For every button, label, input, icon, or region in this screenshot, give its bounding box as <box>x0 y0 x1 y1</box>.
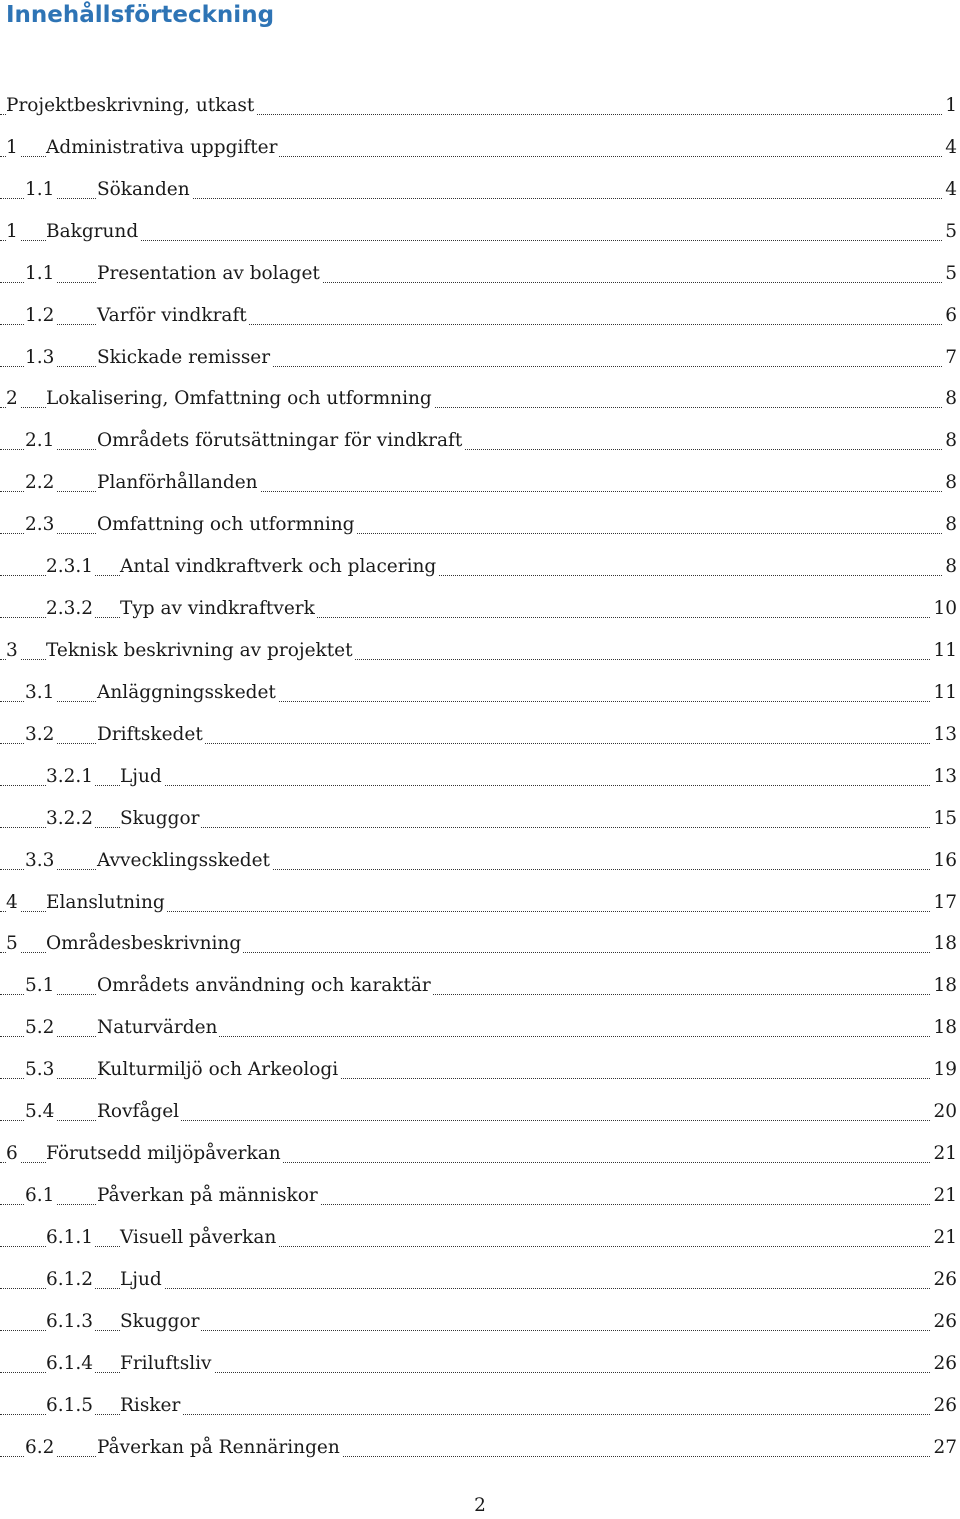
toc-entry-number: 6.2 <box>25 1429 56 1467</box>
toc-entry-number: 6.1.4 <box>46 1345 95 1383</box>
toc-entry-label[interactable]: Omfattning och utformning <box>97 506 357 544</box>
toc-entry-page[interactable]: 8 <box>942 422 957 460</box>
toc-leader-dots <box>0 240 950 241</box>
page-number: 2 <box>474 1495 486 1516</box>
toc-entry-label[interactable]: Ljud <box>120 758 164 796</box>
toc-entry-label[interactable]: Anläggningsskedet <box>97 674 278 712</box>
toc-entry-label[interactable]: Skickade remisser <box>97 339 272 377</box>
toc-entry-page[interactable]: 18 <box>930 967 957 1005</box>
toc-entry[interactable] <box>0 464 960 506</box>
toc-entry[interactable] <box>0 1429 960 1471</box>
toc-entry-page[interactable]: 19 <box>930 1051 957 1089</box>
toc-entry[interactable] <box>0 1261 960 1303</box>
toc-entry[interactable] <box>0 1135 960 1177</box>
toc-entry[interactable] <box>0 590 960 632</box>
toc-entry-label[interactable]: Sökanden <box>97 171 192 209</box>
toc-entry[interactable] <box>0 506 960 548</box>
toc-entry-number: 2.3.2 <box>46 590 95 628</box>
toc-entry-number: 6.1.2 <box>46 1261 95 1299</box>
toc-entry-label[interactable]: Skuggor <box>120 800 201 838</box>
toc-entry-number: 5 <box>6 925 20 963</box>
toc-entry-page[interactable]: 1 <box>942 87 957 125</box>
toc-entry-label[interactable]: Ljud <box>120 1261 164 1299</box>
toc-entry-label[interactable]: Bakgrund <box>46 213 140 251</box>
toc-entry-page[interactable]: 27 <box>930 1429 957 1467</box>
toc-entry-number: 2 <box>6 380 20 418</box>
toc-entry[interactable] <box>0 716 960 758</box>
toc-entry-page[interactable]: 11 <box>930 674 957 712</box>
toc-entry-number: 3.2.2 <box>46 800 95 838</box>
toc-entry-label[interactable]: Områdets användning och karaktär <box>97 967 433 1005</box>
toc-entry-number: 6.1.3 <box>46 1303 95 1341</box>
toc-entry-number: 2.3.1 <box>46 548 95 586</box>
toc-entry[interactable] <box>0 87 960 129</box>
toc-list <box>0 87 960 1470</box>
toc-entry[interactable] <box>0 297 960 339</box>
toc-entry[interactable] <box>0 339 960 381</box>
toc-entry-number: 1.3 <box>25 339 56 377</box>
toc-entry-label[interactable]: Elanslutning <box>46 884 167 922</box>
toc-entry-label[interactable]: Administrativa uppgifter <box>46 129 279 167</box>
toc-entry[interactable] <box>0 1387 960 1429</box>
toc-entry-page[interactable]: 26 <box>930 1387 957 1425</box>
toc-entry-page[interactable]: 21 <box>930 1177 957 1215</box>
toc-entry-page[interactable]: 15 <box>930 800 957 838</box>
toc-entry-page[interactable]: 4 <box>942 171 957 209</box>
toc-entry[interactable] <box>0 1345 960 1387</box>
toc-title: Innehållsförteckning <box>6 2 275 28</box>
toc-entry[interactable] <box>0 842 960 884</box>
toc-entry-number: 1 <box>6 129 20 167</box>
toc-entry-label[interactable]: Visuell påverkan <box>120 1219 278 1257</box>
toc-entry-number: 1.2 <box>25 297 56 335</box>
toc-entry[interactable] <box>0 255 960 297</box>
toc-entry[interactable] <box>0 1177 960 1219</box>
toc-entry-label[interactable]: Rovfågel <box>97 1093 181 1131</box>
toc-entry[interactable] <box>0 884 960 926</box>
toc-entry-page[interactable]: 26 <box>930 1345 957 1383</box>
toc-entry-number: 6 <box>6 1135 20 1173</box>
toc-entry-label[interactable]: Skuggor <box>120 1303 201 1341</box>
toc-entry-page[interactable]: 7 <box>942 339 957 377</box>
toc-entry-label[interactable]: Avvecklingsskedet <box>97 842 272 880</box>
toc-entry[interactable] <box>0 674 960 716</box>
toc-entry-page[interactable]: 20 <box>930 1093 957 1131</box>
toc-entry[interactable] <box>0 1051 960 1093</box>
toc-entry-label[interactable]: Förutsedd miljöpåverkan <box>46 1135 283 1173</box>
toc-entry-page[interactable]: 18 <box>930 1009 957 1047</box>
toc-entry-page[interactable]: 21 <box>930 1135 957 1173</box>
toc-entry-number: 3.2.1 <box>46 758 95 796</box>
toc-entry-page[interactable]: 26 <box>930 1261 957 1299</box>
toc-entry-number: 6.1 <box>25 1177 56 1215</box>
toc-entry[interactable] <box>0 800 960 842</box>
toc-entry-label[interactable]: Kulturmiljö och Arkeologi <box>97 1051 340 1089</box>
toc-entry-page[interactable]: 8 <box>942 548 957 586</box>
toc-entry-page[interactable]: 10 <box>930 590 957 628</box>
toc-entry[interactable] <box>0 380 960 422</box>
toc-entry[interactable] <box>0 171 960 213</box>
toc-entry-page[interactable]: 21 <box>930 1219 957 1257</box>
toc-entry-label[interactable]: Påverkan på människor <box>97 1177 320 1215</box>
toc-entry-number: 2.3 <box>25 506 56 544</box>
toc-entry-label[interactable]: Varför vindkraft <box>97 297 249 335</box>
toc-entry-number: 5.3 <box>25 1051 56 1089</box>
toc-entry-label[interactable]: Lokalisering, Omfattning och utformning <box>46 380 434 418</box>
toc-entry-page[interactable]: 11 <box>930 632 957 670</box>
toc-entry-label[interactable]: Friluftsliv <box>120 1345 214 1383</box>
toc-entry-page[interactable]: 13 <box>930 758 957 796</box>
toc-entry[interactable] <box>0 758 960 800</box>
toc-entry-label[interactable]: Driftskedet <box>97 716 205 754</box>
toc-entry-page[interactable]: 16 <box>930 842 957 880</box>
toc-entry[interactable] <box>0 548 960 590</box>
toc-entry-page[interactable]: 8 <box>942 506 957 544</box>
toc-entry-label[interactable]: Områdesbeskrivning <box>46 925 243 963</box>
toc-entry-label[interactable]: Teknisk beskrivning av projektet <box>46 632 355 670</box>
toc-entry-number: 5.1 <box>25 967 56 1005</box>
toc-entry-number: 6.1.1 <box>46 1219 95 1257</box>
toc-entry-page[interactable]: 6 <box>942 297 957 335</box>
toc-entry-number: 3.1 <box>25 674 56 712</box>
toc-entry-label[interactable]: Områdets förutsättningar för vindkraft <box>97 422 464 460</box>
toc-entry-page[interactable]: 26 <box>930 1303 957 1341</box>
toc-entry[interactable] <box>0 1009 960 1051</box>
toc-entry-page[interactable]: 18 <box>930 925 957 963</box>
toc-entry[interactable] <box>0 422 960 464</box>
toc-entry[interactable] <box>0 632 960 674</box>
toc-entry-label[interactable]: Projektbeskrivning, utkast <box>6 87 256 125</box>
toc-entry-number: 5.2 <box>25 1009 56 1047</box>
toc-entry-number: 1.1 <box>25 255 56 293</box>
toc-entry-label[interactable]: Naturvärden <box>97 1009 219 1047</box>
toc-entry-number: 2.2 <box>25 464 56 502</box>
toc-entry-page[interactable]: 4 <box>942 129 957 167</box>
toc-entry-page[interactable]: 8 <box>942 464 957 502</box>
toc-entry-page[interactable]: 5 <box>942 255 957 293</box>
toc-entry-number: 2.1 <box>25 422 56 460</box>
toc-entry-number: 1 <box>6 213 20 251</box>
toc-entry[interactable] <box>0 1093 960 1135</box>
toc-entry-number: 3.2 <box>25 716 56 754</box>
toc-entry-number: 6.1.5 <box>46 1387 95 1425</box>
toc-entry[interactable] <box>0 925 960 967</box>
toc-entry-page[interactable]: 8 <box>942 380 957 418</box>
toc-entry-label[interactable]: Risker <box>120 1387 182 1425</box>
toc-entry[interactable] <box>0 129 960 171</box>
toc-entry-label[interactable]: Presentation av bolaget <box>97 255 322 293</box>
toc-entry[interactable] <box>0 213 960 255</box>
toc-entry-number: 3 <box>6 632 20 670</box>
toc-entry-page[interactable]: 13 <box>930 716 957 754</box>
toc-entry-label[interactable]: Planförhållanden <box>97 464 260 502</box>
toc-entry[interactable] <box>0 967 960 1009</box>
toc-entry-label[interactable]: Antal vindkraftverk och placering <box>120 548 438 586</box>
toc-entry-label[interactable]: Påverkan på Rennäringen <box>97 1429 342 1467</box>
toc-entry-number: 5.4 <box>25 1093 56 1131</box>
toc-entry-number: 1.1 <box>25 171 56 209</box>
toc-entry-number: 4 <box>6 884 20 922</box>
toc-entry-page[interactable]: 17 <box>930 884 957 922</box>
toc-entry-number: 3.3 <box>25 842 56 880</box>
toc-entry[interactable] <box>0 1303 960 1345</box>
toc-entry-page[interactable]: 5 <box>942 213 957 251</box>
toc-entry-label[interactable]: Typ av vindkraftverk <box>120 590 317 628</box>
toc-entry[interactable] <box>0 1219 960 1261</box>
